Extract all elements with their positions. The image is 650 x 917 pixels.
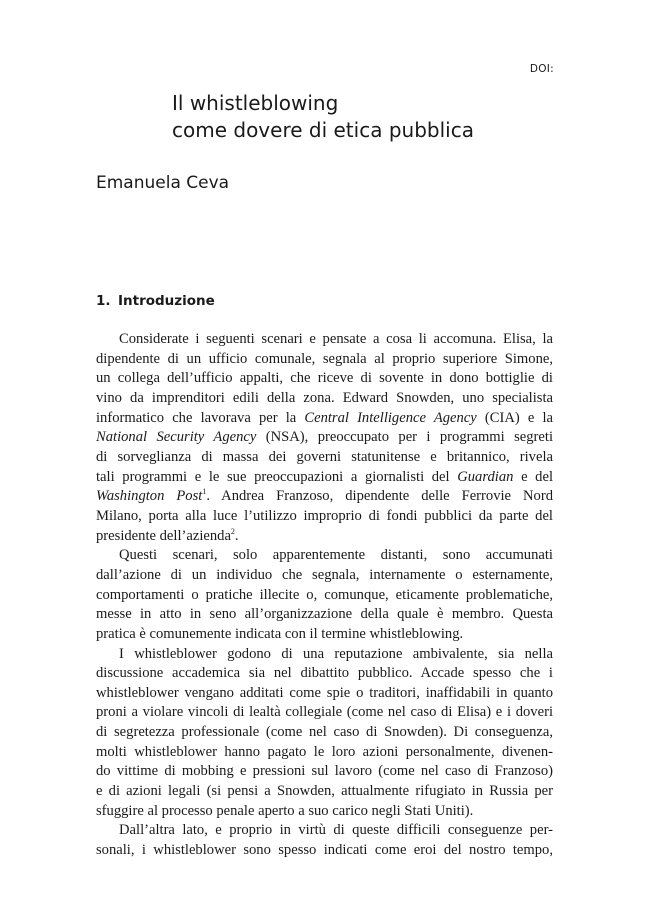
italic-guardian: Guardian xyxy=(457,468,514,485)
italic-cia: Central Intelligence Agency xyxy=(304,409,477,426)
text-line: e di azioni legali (si pensi a Snowden, attualmente rifugiato in Russia per xyxy=(96,783,553,800)
text-line: tali programmi e le sue preoccupazioni a giornalisti del Guardian e del xyxy=(96,468,553,485)
text-line: sfuggire al processo penale aperto a suo carico negli Stati Uniti). xyxy=(96,802,474,819)
text-line: Considerate i seguenti scenari e pensate a cosa li accomuna. Elisa, la xyxy=(119,331,553,347)
paragraph-1 xyxy=(96,330,553,546)
text-line: do vittime di mobbing e pressioni sul lavoro (come nel caso di Franzoso) xyxy=(96,763,553,780)
paragraph-4 xyxy=(96,821,553,860)
text-line: informatico che lavorava per la Central Intelligence Agency (CIA) e la xyxy=(96,409,553,426)
text-line: sonali, i whistleblower sono spesso indicati come eroi del nostro tempo, xyxy=(96,842,553,859)
doi-label: DOI: xyxy=(529,63,554,75)
text-line: National Security Agency (NSA), preoccupato per i programmi segreti xyxy=(96,429,553,446)
text-line: Washington Post$^1$. Andrea Franzoso, dipendente delle Ferrovie Nord xyxy=(96,487,553,505)
text-line: Questi scenari, solo apparentemente distanti, sono accumunati xyxy=(119,547,553,564)
text-line: Dall’altra lato, e proprio in virtù di queste difficili conseguenze per- xyxy=(119,822,553,839)
section-number: 1. xyxy=(96,293,111,309)
text-line: discussione accademica sia nel dibattito pubblico. Accade spesso che i xyxy=(96,665,553,682)
title-line-2: come dovere di etica pubblica xyxy=(172,118,474,142)
text-line: di segretezza professionale (come nel caso di Snowden). Di conseguenza, xyxy=(96,724,553,741)
article-body xyxy=(96,330,553,861)
footnote-ref-2[interactable]: 2 xyxy=(230,526,235,536)
paragraph-2 xyxy=(96,546,553,644)
section-title: Introduzione xyxy=(118,293,215,309)
text-line: vino da imprenditori edili della zona. Edward Snowden, uno specialista xyxy=(96,389,553,406)
text-line: comportamenti o pratiche illecite o, comunque, eticamente problematiche, xyxy=(96,586,553,603)
text-line: Milano, porta alla luce l’utilizzo improprio di fondi pubblici da parte del xyxy=(96,507,553,524)
paragraph-3 xyxy=(96,645,553,822)
text-line: molti whistleblower hanno pagato le loro azioni personalmente, divenen- xyxy=(96,743,553,760)
text-line: pratica è comunemente indicata con il termine whistleblowing. xyxy=(96,625,464,642)
article-title xyxy=(172,90,572,144)
text-line: proni a violare vincoli di lealtà collegiale (come nel caso di Elisa) e i doveri xyxy=(96,704,553,721)
text-line: messe in atto in seno all’organizzazione della quale è membro. Questa xyxy=(96,606,553,623)
footnote-ref-1[interactable]: 1 xyxy=(202,487,207,497)
text-line: I whistleblower godono di una reputazione ambivalente, sia nella xyxy=(119,645,553,662)
title-line-1: Il whistleblowing xyxy=(172,91,339,115)
text-line: dall’azione di un individuo che segnala, internamente o esternamente, xyxy=(96,566,553,583)
text-line: di sorveglianza di massa dei governi statunitense e britannico, rivela xyxy=(96,448,553,465)
italic-nsa: National Security Agency xyxy=(96,429,257,446)
text-line: whistleblower vengano additati come spie o traditori, inaffidabili in quanto xyxy=(96,684,553,701)
text-line: presidente dell’azienda$^2$. xyxy=(96,526,239,544)
italic-washington-post: Washington Post xyxy=(96,488,203,505)
author-name: Emanuela Ceva xyxy=(96,173,230,193)
text-line: un collega dell’ufficio appalti, che riceve di sovente in dono bottiglie di xyxy=(96,370,553,387)
text-line: dipendente di un ufficio comunale, segnala al proprio superiore Simone, xyxy=(96,350,553,367)
section-heading xyxy=(96,293,215,309)
